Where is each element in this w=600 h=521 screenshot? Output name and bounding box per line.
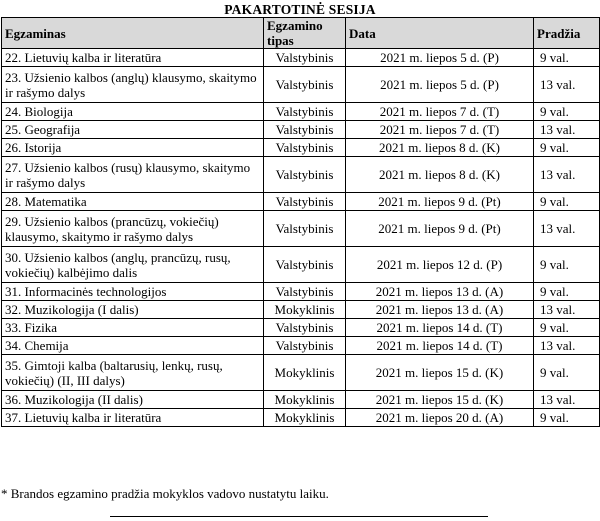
cell-exam: 27. Užsienio kalbos (rusų) klausymo, skaitymo ir rašymo dalys bbox=[2, 157, 264, 193]
cell-exam: 35. Gimtoji kalba (baltarusių, lenkų, rusų, vokiečių) (II, III dalys) bbox=[2, 355, 264, 391]
cell-start: 9 val. bbox=[534, 139, 600, 157]
header-exam: Egzaminas bbox=[2, 18, 264, 49]
cell-exam: 24. Biologija bbox=[2, 103, 264, 121]
table-row bbox=[2, 103, 600, 121]
cell-start: 13 val. bbox=[534, 301, 600, 319]
table-row bbox=[2, 247, 600, 283]
cell-type: Valstybinis bbox=[264, 103, 346, 121]
cell-date: 2021 m. liepos 14 d. (T) bbox=[346, 337, 534, 355]
table-header-row bbox=[2, 18, 600, 49]
cell-type: Valstybinis bbox=[264, 139, 346, 157]
table-row bbox=[2, 157, 600, 193]
cell-date: 2021 m. liepos 7 d. (T) bbox=[346, 121, 534, 139]
table-row bbox=[2, 283, 600, 301]
cell-start: 13 val. bbox=[534, 391, 600, 409]
cell-exam: 29. Užsienio kalbos (prancūzų, vokiečių) klausymo, skaitymo ir rašymo dalys bbox=[2, 211, 264, 247]
cell-type: Valstybinis bbox=[264, 337, 346, 355]
cell-date: 2021 m. liepos 12 d. (P) bbox=[346, 247, 534, 283]
cell-exam: 37. Lietuvių kalba ir literatūra bbox=[2, 409, 264, 427]
cell-exam: 33. Fizika bbox=[2, 319, 264, 337]
cell-exam: 23. Užsienio kalbos (anglų) klausymo, skaitymo ir rašymo dalys bbox=[2, 67, 264, 103]
table-row bbox=[2, 67, 600, 103]
cell-start: 9 val. bbox=[534, 319, 600, 337]
table-row bbox=[2, 409, 600, 427]
cell-exam: 28. Matematika bbox=[2, 193, 264, 211]
cell-start: 9 val. bbox=[534, 247, 600, 283]
cell-date: 2021 m. liepos 8 d. (K) bbox=[346, 157, 534, 193]
cell-exam: 31. Informacinės technologijos bbox=[2, 283, 264, 301]
cell-type: Valstybinis bbox=[264, 193, 346, 211]
cell-date: 2021 m. liepos 20 d. (A) bbox=[346, 409, 534, 427]
cell-type: Valstybinis bbox=[264, 283, 346, 301]
cell-type: Valstybinis bbox=[264, 247, 346, 283]
cell-start: 9 val. bbox=[534, 103, 600, 121]
cell-start: 13 val. bbox=[534, 67, 600, 103]
cell-date: 2021 m. liepos 13 d. (A) bbox=[346, 283, 534, 301]
cell-start: 13 val. bbox=[534, 121, 600, 139]
cell-date: 2021 m. liepos 15 d. (K) bbox=[346, 355, 534, 391]
cell-type: Valstybinis bbox=[264, 157, 346, 193]
cell-date: 2021 m. liepos 5 d. (P) bbox=[346, 49, 534, 67]
table-row bbox=[2, 193, 600, 211]
cell-date: 2021 m. liepos 8 d. (K) bbox=[346, 139, 534, 157]
cell-exam: 22. Lietuvių kalba ir literatūra bbox=[2, 49, 264, 67]
cell-start: 9 val. bbox=[534, 409, 600, 427]
cell-exam: 25. Geografija bbox=[2, 121, 264, 139]
table-row bbox=[2, 319, 600, 337]
cell-exam: 26. Istorija bbox=[2, 139, 264, 157]
table-row bbox=[2, 211, 600, 247]
cell-date: 2021 m. liepos 13 d. (A) bbox=[346, 301, 534, 319]
cell-type: Valstybinis bbox=[264, 121, 346, 139]
cell-type: Mokyklinis bbox=[264, 409, 346, 427]
cell-start: 9 val. bbox=[534, 283, 600, 301]
cell-exam: 34. Chemija bbox=[2, 337, 264, 355]
cell-date: 2021 m. liepos 9 d. (Pt) bbox=[346, 193, 534, 211]
cell-type: Mokyklinis bbox=[264, 301, 346, 319]
cell-date: 2021 m. liepos 15 d. (K) bbox=[346, 391, 534, 409]
table-row bbox=[2, 355, 600, 391]
table-row bbox=[2, 337, 600, 355]
cell-exam: 36. Muzikologija (II dalis) bbox=[2, 391, 264, 409]
table-row bbox=[2, 121, 600, 139]
bottom-divider bbox=[110, 516, 488, 517]
cell-type: Valstybinis bbox=[264, 67, 346, 103]
cell-type: Mokyklinis bbox=[264, 355, 346, 391]
cell-start: 9 val. bbox=[534, 355, 600, 391]
table-row bbox=[2, 301, 600, 319]
cell-type: Mokyklinis bbox=[264, 391, 346, 409]
cell-exam: 30. Užsienio kalbos (anglų, prancūzų, rusų, vokiečių) kalbėjimo dalis bbox=[2, 247, 264, 283]
cell-date: 2021 m. liepos 5 d. (P) bbox=[346, 67, 534, 103]
header-type: Egzamino tipas bbox=[264, 18, 346, 49]
cell-start: 9 val. bbox=[534, 49, 600, 67]
cell-start: 13 val. bbox=[534, 337, 600, 355]
cell-start: 13 val. bbox=[534, 211, 600, 247]
cell-date: 2021 m. liepos 14 d. (T) bbox=[346, 319, 534, 337]
cell-start: 13 val. bbox=[534, 157, 600, 193]
cell-exam: 32. Muzikologija (I dalis) bbox=[2, 301, 264, 319]
table-row bbox=[2, 139, 600, 157]
page-title: PAKARTOTINĖ SESIJA bbox=[224, 2, 376, 17]
footnote: * Brandos egzamino pradžia mokyklos vadovo nustatytu laiku. bbox=[1, 486, 329, 501]
cell-start: 9 val. bbox=[534, 193, 600, 211]
header-date: Data bbox=[346, 18, 534, 49]
header-start: Pradžia bbox=[534, 18, 600, 49]
cell-date: 2021 m. liepos 9 d. (Pt) bbox=[346, 211, 534, 247]
cell-type: Valstybinis bbox=[264, 49, 346, 67]
cell-type: Valstybinis bbox=[264, 319, 346, 337]
table-row bbox=[2, 391, 600, 409]
table-row bbox=[2, 49, 600, 67]
cell-type: Valstybinis bbox=[264, 211, 346, 247]
exam-schedule-table bbox=[1, 17, 600, 427]
cell-date: 2021 m. liepos 7 d. (T) bbox=[346, 103, 534, 121]
